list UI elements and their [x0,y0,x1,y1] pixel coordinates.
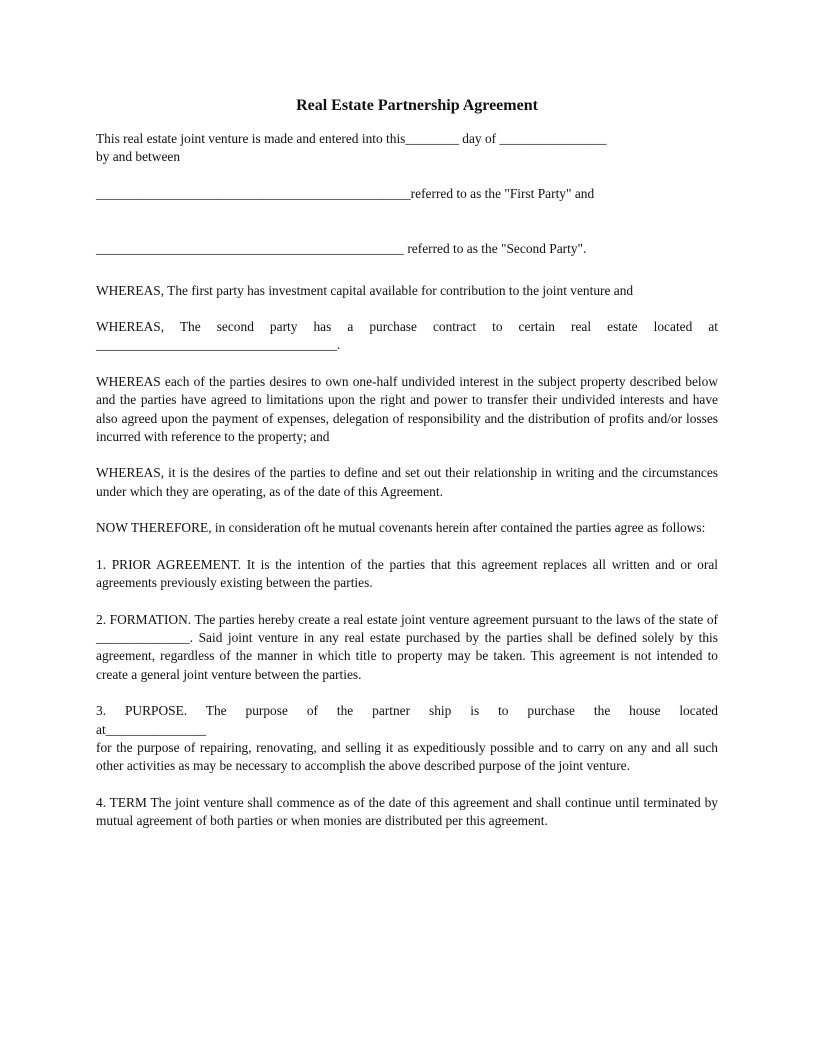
section-purpose-line-2: at_______________ [96,721,207,737]
section-formation: 2. FORMATION. The parties hereby create a real estate joint venture agreement pursuant to the laws of the state of ______________. Said joint venture in any real estate purchased by the parties shall be defined solely by this agreement, regardless of the manner in which title to property may be taken. This agreement is not intended to create a general joint venture between the parties. [96,611,718,682]
section-purpose [96,702,718,776]
second-party-line: ______________________________________________ referred to as the "Second Party". [96,241,587,257]
whereas-clause-2: WHEREAS, The second party has a purchase contract to certain real estate located at ____________________________________. [96,319,718,353]
section-term-wrapper [96,794,718,831]
section-purpose-line-1: 3. PURPOSE. The purpose of the partner ship is to purchase the house located [96,703,718,719]
intro-line-1: This real estate joint venture is made and entered into this________ day of ________________ [96,131,607,146]
whereas-clause-4: WHEREAS, it is the desires of the parties to define and set out their relationship in writing and the circumstances under which they are operating, as of the date of this Agreement. [96,465,718,499]
intro-line-2: by and between [96,149,181,165]
section-purpose-body: for the purpose of repairing, renovating, and selling it as expeditiously possible and to carry on any and all such other activities as may be necessary to accomplish the above described purpose of the joint venture. [96,739,718,774]
first-party-line: _______________________________________________referred to as the "First Party" and [96,185,595,201]
section-prior-agreement: 1. PRIOR AGREEMENT. It is the intention of the parties that this agreement replaces all written and or oral agreements previously existing between the parties. [96,556,718,591]
document-page [96,94,718,831]
whereas-clause-1: WHEREAS, The first party has investment capital available for contribution to the joint venture and [96,282,634,298]
document-title: Real Estate Partnership Agreement [296,97,538,114]
intro-paragraph [96,130,718,167]
section-term: 4. TERM The joint venture shall commence as of the date of this agreement and shall continue until terminated by mutual agreement of both parties or when monies are distributed per this agreement. [96,794,718,829]
now-therefore-clause: NOW THEREFORE, in consideration oft he mutual covenants herein after contained the parties agree as follows: [96,520,706,536]
whereas-clause-3: WHEREAS each of the parties desires to own one-half undivided interest in the subject property described below and the parties have agreed to limitations upon the right and power to transfer their undivided interests and have also agreed upon the payment of expenses, delegation of responsibility and the distribution of profits and/or losses incurred with reference to the property; and [96,373,718,445]
